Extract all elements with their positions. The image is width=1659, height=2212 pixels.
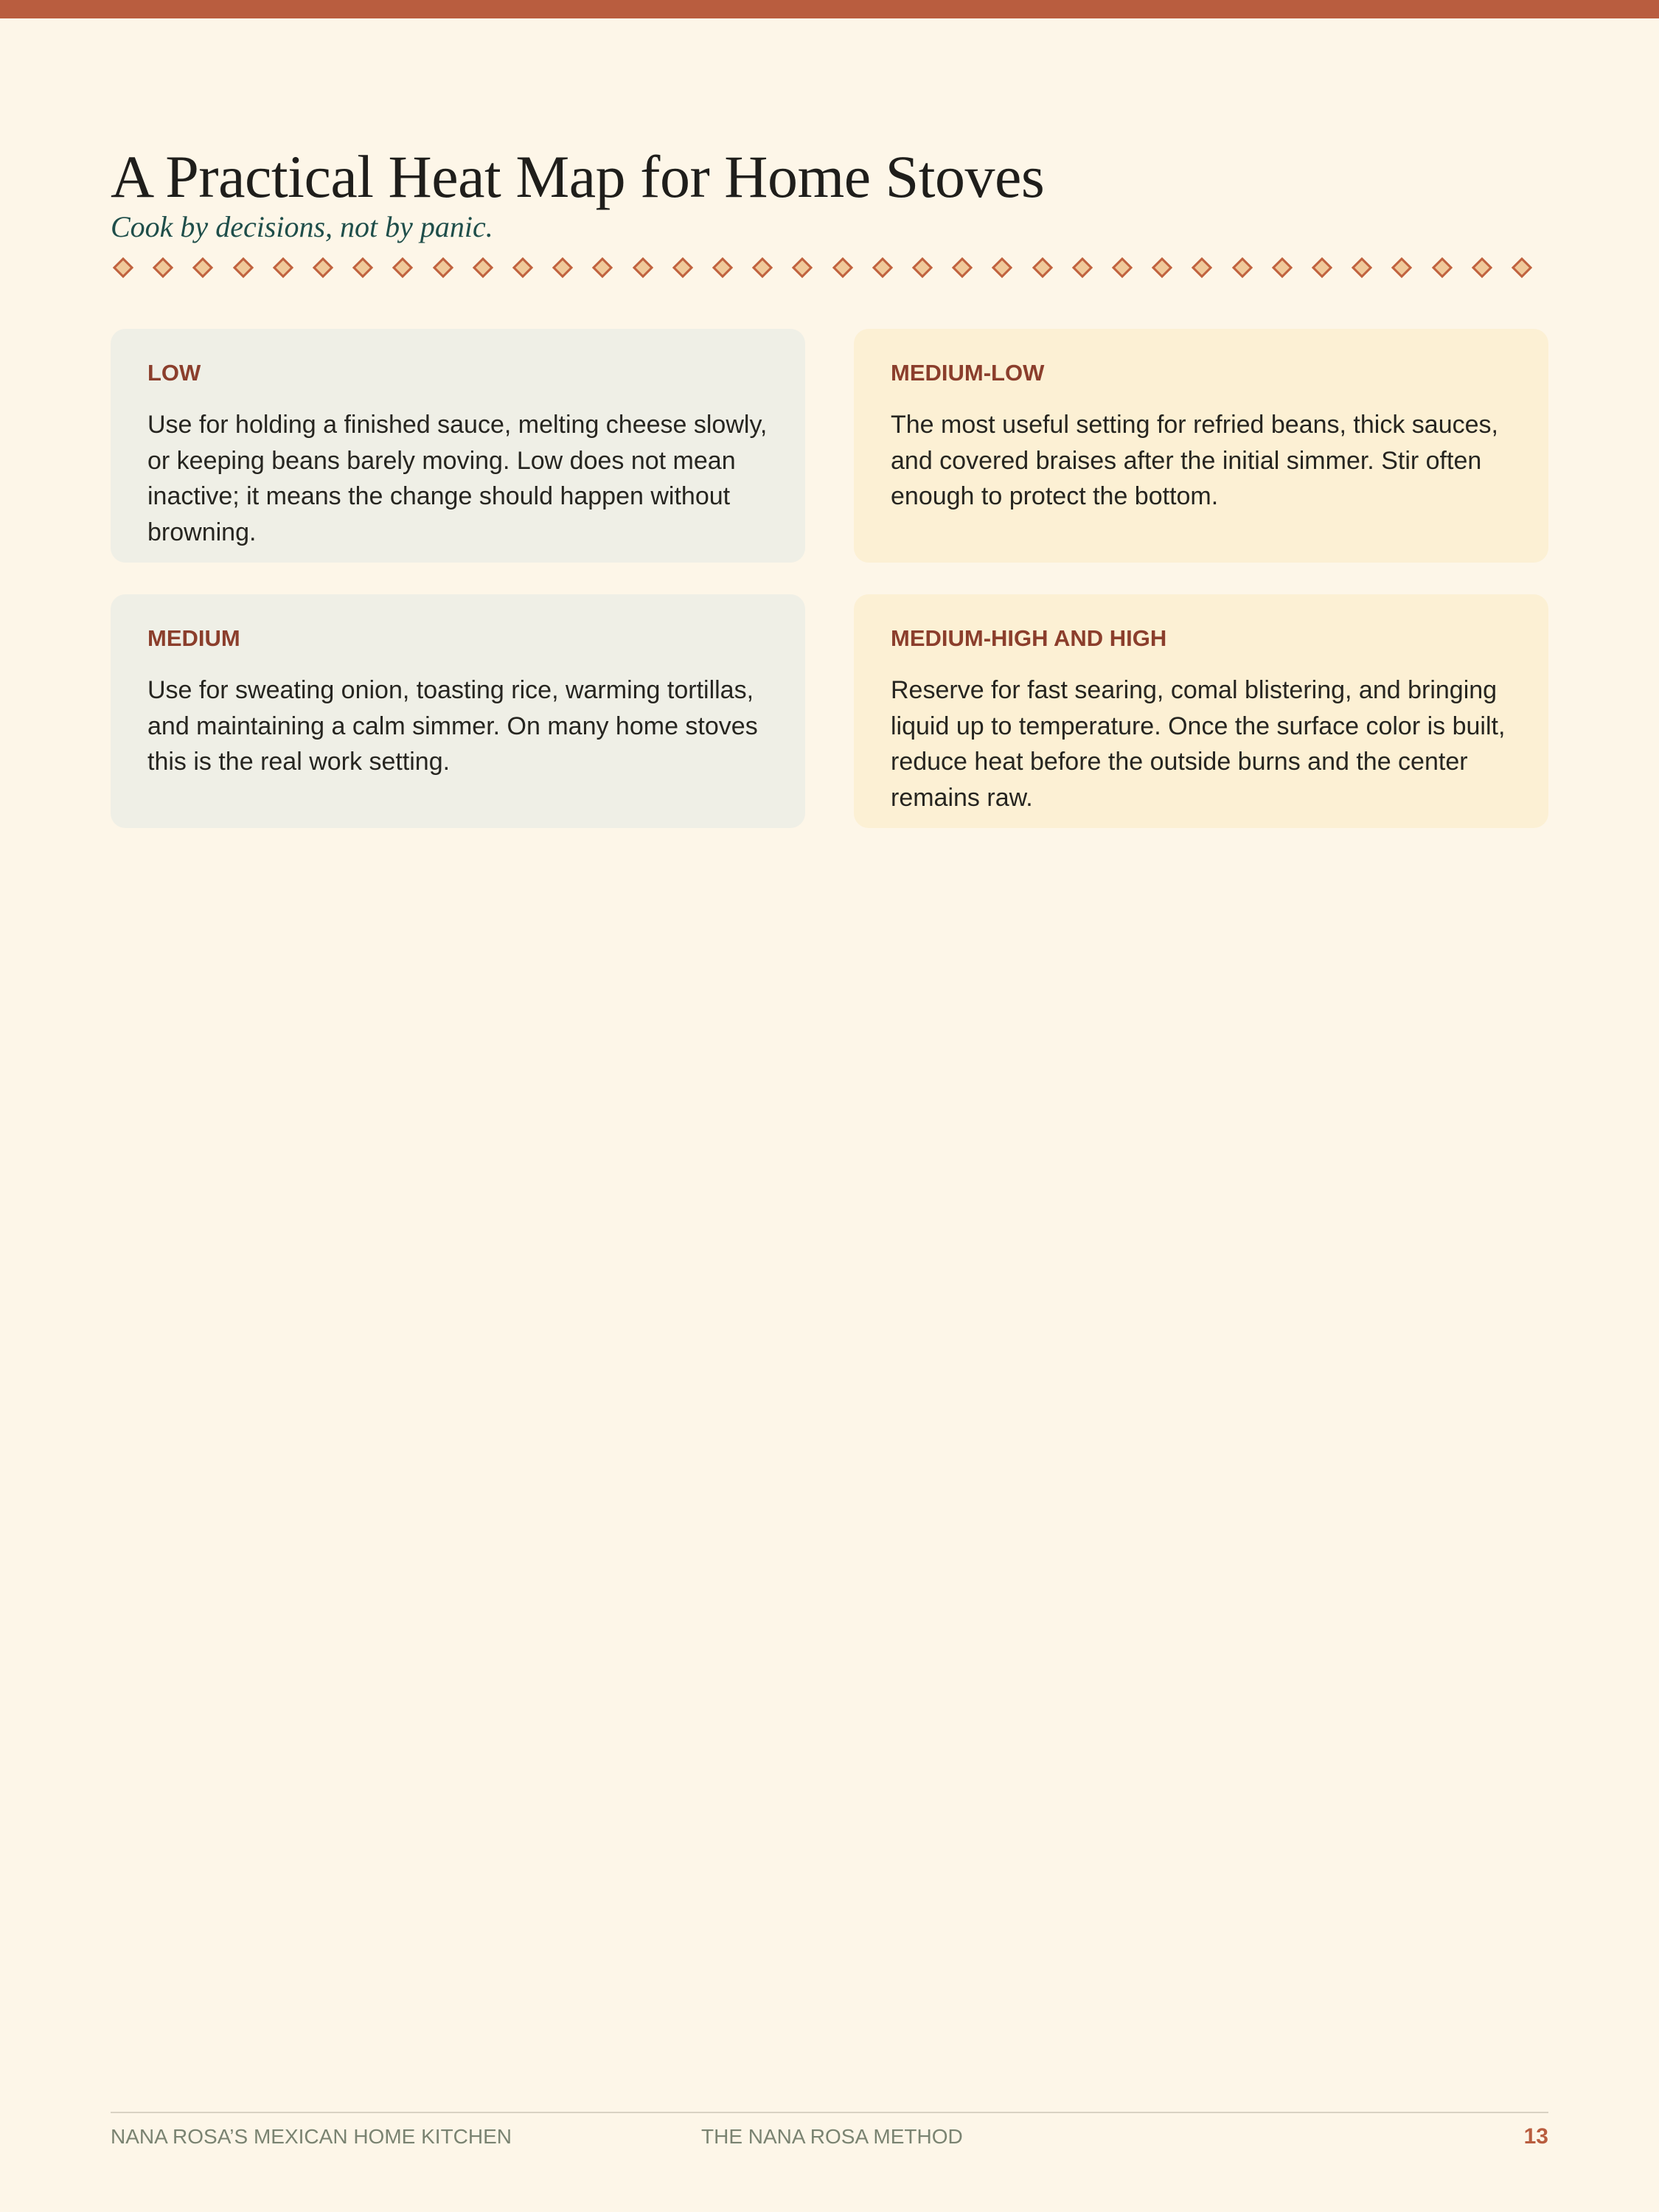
diamond-icon [992, 257, 1012, 278]
diamond-icon [1152, 257, 1172, 278]
diamond-icon [1231, 257, 1252, 278]
footer-divider [111, 2112, 1548, 2113]
heat-card-low [111, 329, 805, 563]
diamond-icon [552, 257, 573, 278]
diamond-icon [792, 257, 813, 278]
diamond-icon [1112, 257, 1133, 278]
diamond-icon [1352, 257, 1372, 278]
diamond-icon [752, 257, 773, 278]
diamond-icon [232, 257, 253, 278]
card-body: Reserve for fast searing, comal blistering, and bringing liquid up to temperature. Once the surface color is built, reduce heat before the outside burns and the center remains raw. [891, 676, 1506, 812]
page-title: A Practical Heat Map for Home Stoves [111, 143, 1045, 210]
page-number: 13 [1523, 2124, 1548, 2149]
diamond-ornament-rule [116, 258, 1531, 276]
diamond-icon [392, 257, 413, 278]
diamond-icon [432, 257, 453, 278]
diamond-icon [1512, 257, 1532, 278]
diamond-icon [912, 257, 933, 278]
diamond-icon [872, 257, 893, 278]
heat-card-medium-high-and-high [854, 594, 1548, 828]
footer-section-title: THE NANA ROSA METHOD [701, 2125, 963, 2148]
diamond-icon [113, 257, 133, 278]
card-heading: MEDIUM-HIGH AND HIGH [891, 625, 1167, 651]
diamond-icon [153, 257, 173, 278]
heat-card-medium [111, 594, 805, 828]
card-body: Use for sweating onion, toasting rice, warming tortillas, and maintaining a calm simmer. On many home stoves this is the real work setting. [147, 676, 758, 776]
diamond-icon [352, 257, 373, 278]
footer-book-title: NANA ROSA’S MEXICAN HOME KITCHEN [111, 2125, 512, 2148]
diamond-icon [273, 257, 293, 278]
card-heading: MEDIUM [147, 625, 240, 651]
diamond-icon [473, 257, 493, 278]
diamond-icon [1272, 257, 1293, 278]
diamond-icon [1391, 257, 1412, 278]
diamond-icon [832, 257, 852, 278]
diamond-icon [1312, 257, 1332, 278]
diamond-icon [712, 257, 733, 278]
diamond-icon [632, 257, 653, 278]
diamond-icon [592, 257, 613, 278]
diamond-icon [1431, 257, 1452, 278]
card-body: The most useful setting for refried beans, thick sauces, and covered braises after the initial simmer. Stir often enough to protect the bottom. [891, 411, 1498, 510]
diamond-icon [1472, 257, 1492, 278]
diamond-icon [952, 257, 973, 278]
page-subtitle: Cook by decisions, not by panic. [111, 210, 493, 243]
diamond-icon [1192, 257, 1212, 278]
card-heading: LOW [147, 360, 201, 386]
heat-card-medium-low [854, 329, 1548, 563]
diamond-icon [192, 257, 213, 278]
card-body: Use for holding a finished sauce, melting cheese slowly, or keeping beans barely moving. Low does not mean inactive; it means the change should happen without browning. [147, 411, 768, 546]
card-heading: MEDIUM-LOW [891, 360, 1045, 386]
diamond-icon [512, 257, 533, 278]
diamond-icon [1072, 257, 1093, 278]
top-accent-band [0, 0, 1659, 18]
diamond-icon [1032, 257, 1052, 278]
diamond-icon [672, 257, 693, 278]
diamond-icon [313, 257, 333, 278]
